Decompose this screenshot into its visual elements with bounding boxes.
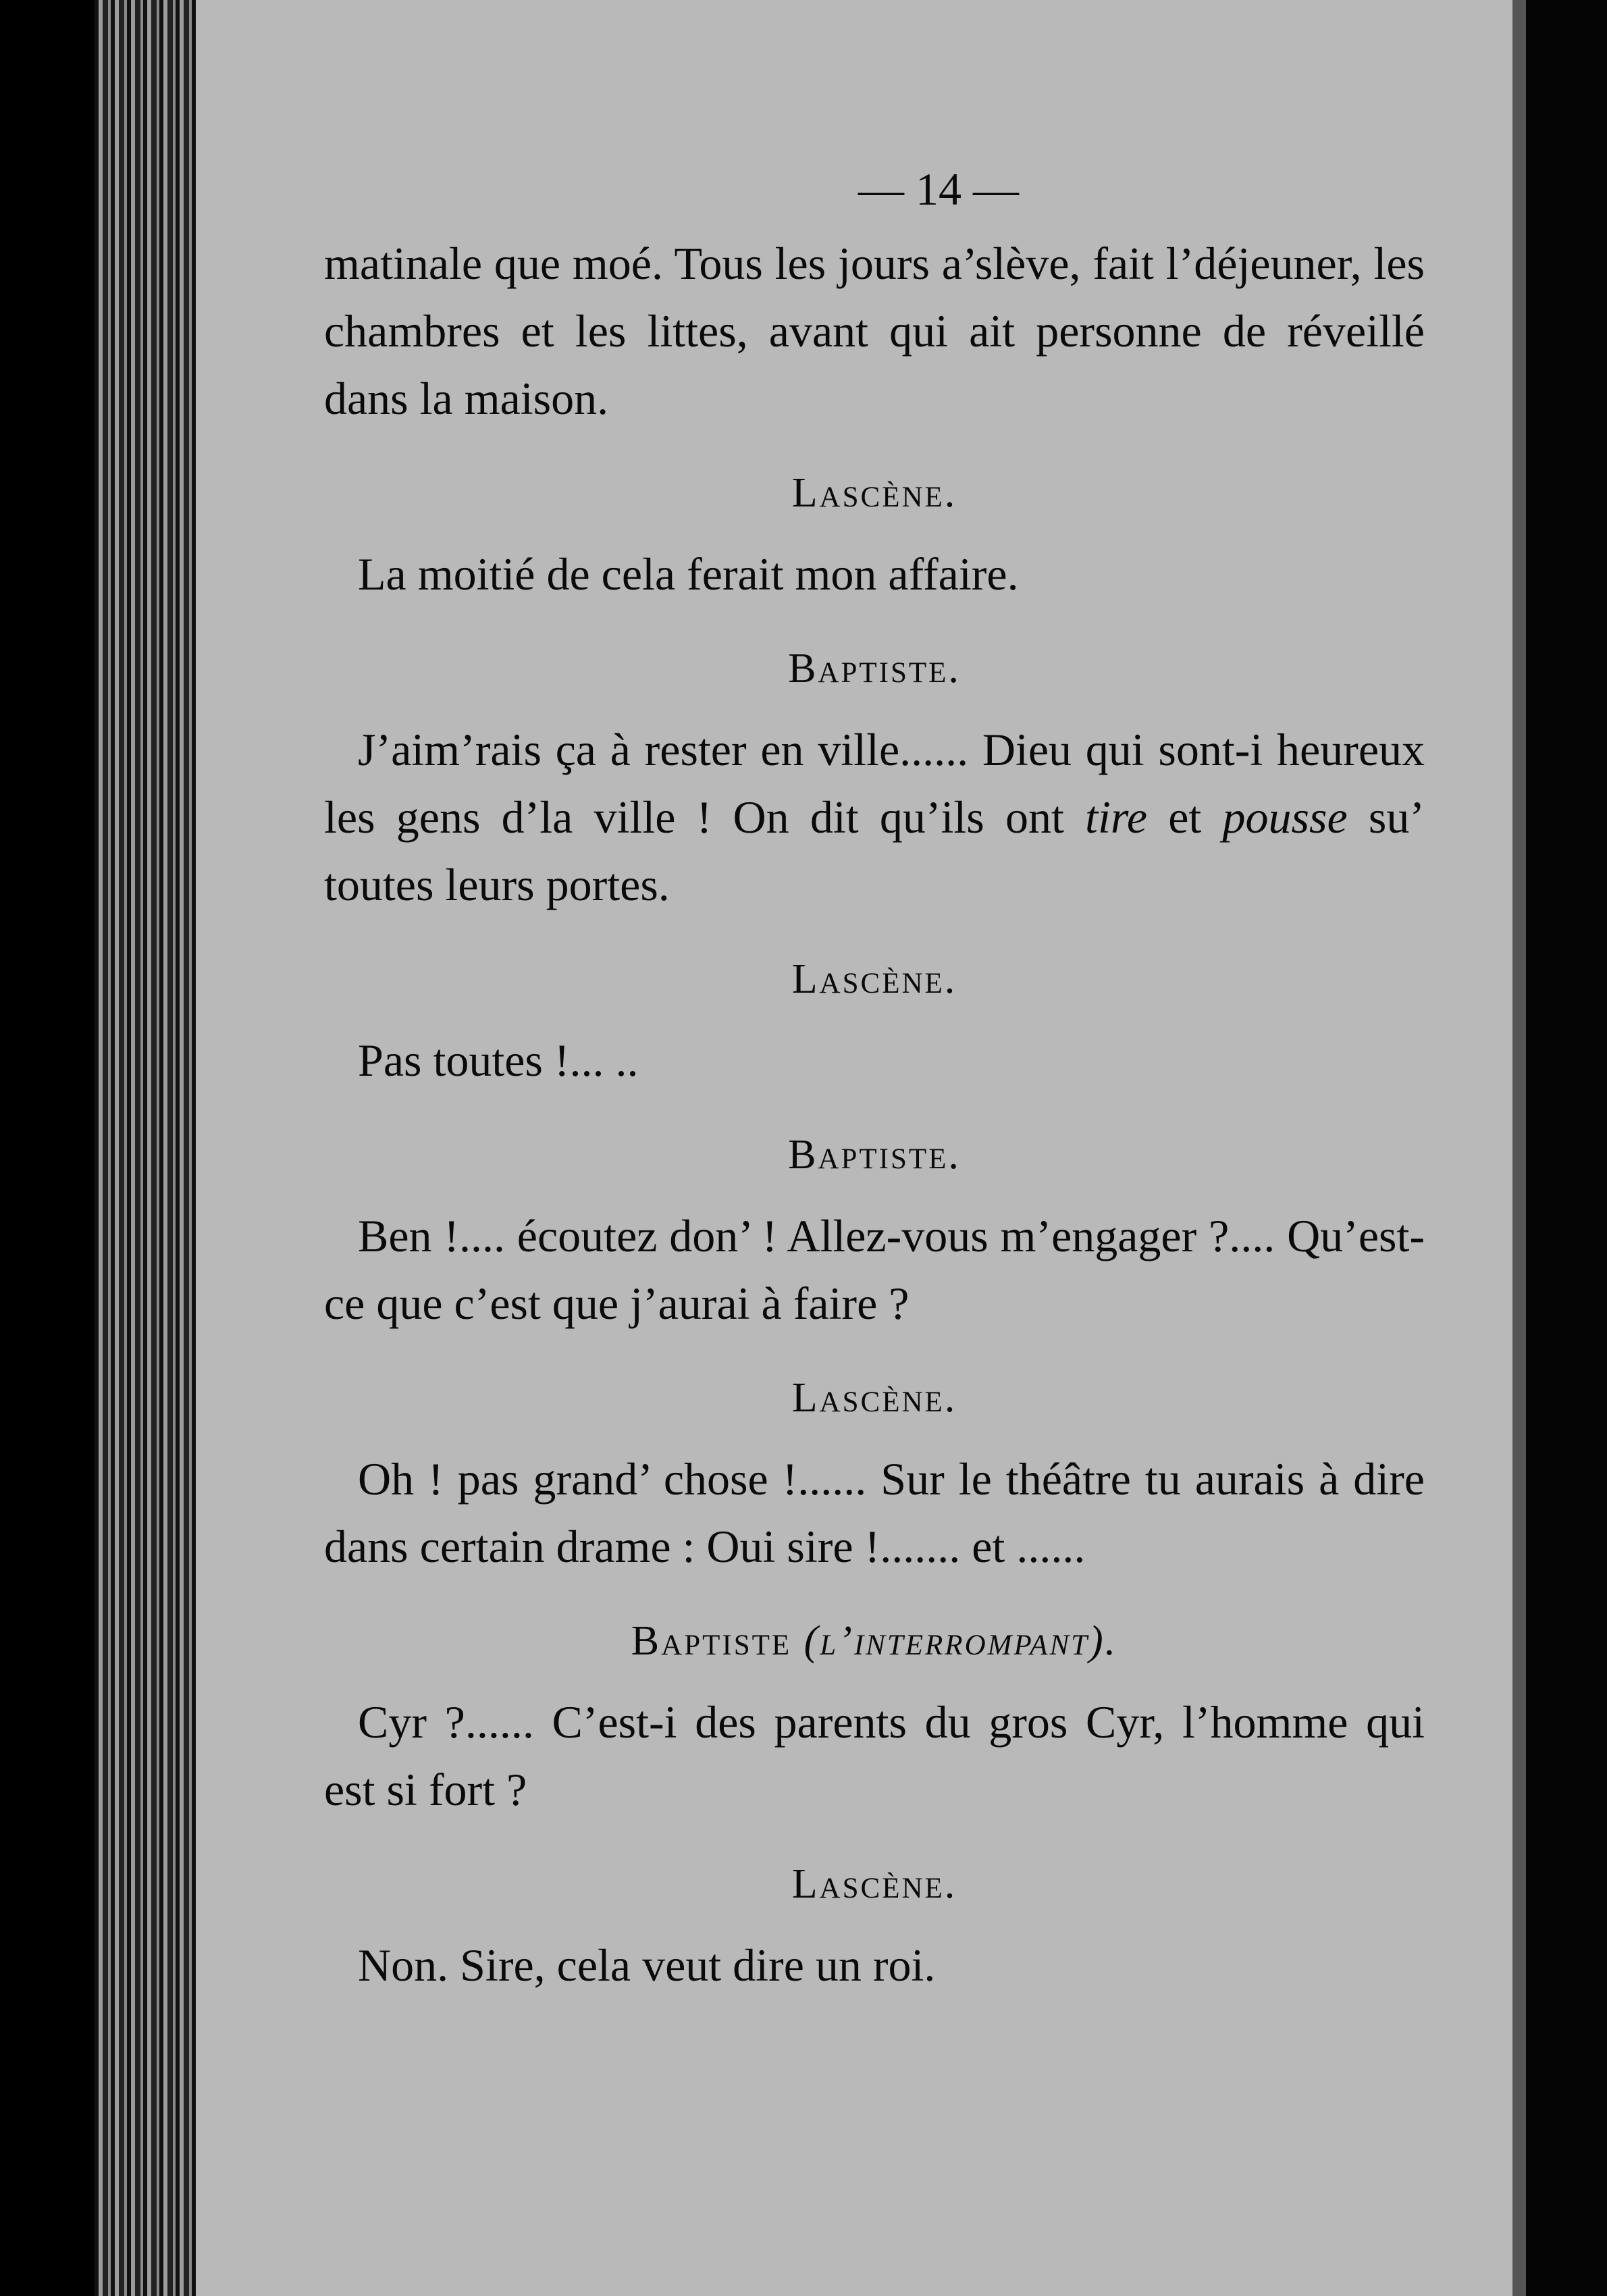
text-run: et [1147, 791, 1223, 843]
speaker-name: Baptiste [631, 1618, 792, 1664]
paragraph: Ben !.... écoutez don’ ! Allez-vous m’engager ?.... Qu’est-ce que c’est que j’aurai à faire ? [324, 1210, 1425, 1329]
page-text [324, 155, 1425, 1999]
speaker-name: Lascène. [791, 956, 957, 1002]
stage-direction: (l’interrompant). [804, 1618, 1118, 1664]
page-gutter-shadow [1512, 0, 1526, 2296]
facing-page-edge [1526, 0, 1607, 2296]
paragraph: La moitié de cela ferait mon affaire. [358, 548, 1019, 600]
paragraph: Pas toutes !... .. [358, 1035, 639, 1086]
book-page [196, 0, 1512, 2296]
italic-word: pousse [1222, 791, 1348, 843]
paragraph-with-italics [324, 716, 1425, 918]
speaker-name: Lascène. [791, 1861, 957, 1907]
text-run: su’ toutes leurs portes. [324, 791, 1425, 910]
paragraph: Cyr ?...... C’est-i des parents du gros Cyr, l’homme qui est si fort ? [324, 1696, 1425, 1815]
paragraph: matinale que moé. Tous les jours a’slève, fait l’déjeuner, les chambres et les littes, avant qui ait personne de réveillé dans la maison. [324, 238, 1425, 424]
text-run: J’aim’rais ça à rester en ville...... Dieu qui sont-i heureux les gens d’la ville ! On dit qu’ils ont [324, 724, 1425, 843]
speaker-name: Lascène. [791, 470, 957, 516]
paragraph: Oh ! pas grand’ chose !...... Sur le théâtre tu aurais à dire dans certain drame : Oui sire !....... et ...... [324, 1453, 1425, 1572]
paragraph: Non. Sire, cela veut dire un roi. [358, 1939, 936, 1991]
speaker-name: Baptiste. [788, 1132, 961, 1178]
speaker-name: Baptiste. [788, 646, 961, 692]
speaker-name: Lascène. [791, 1375, 957, 1421]
book-page-edges [95, 0, 196, 2296]
page-number: — 14 — [858, 163, 1019, 215]
speaker-with-stage-direction [324, 1607, 1425, 1675]
italic-word: tire [1085, 791, 1148, 843]
